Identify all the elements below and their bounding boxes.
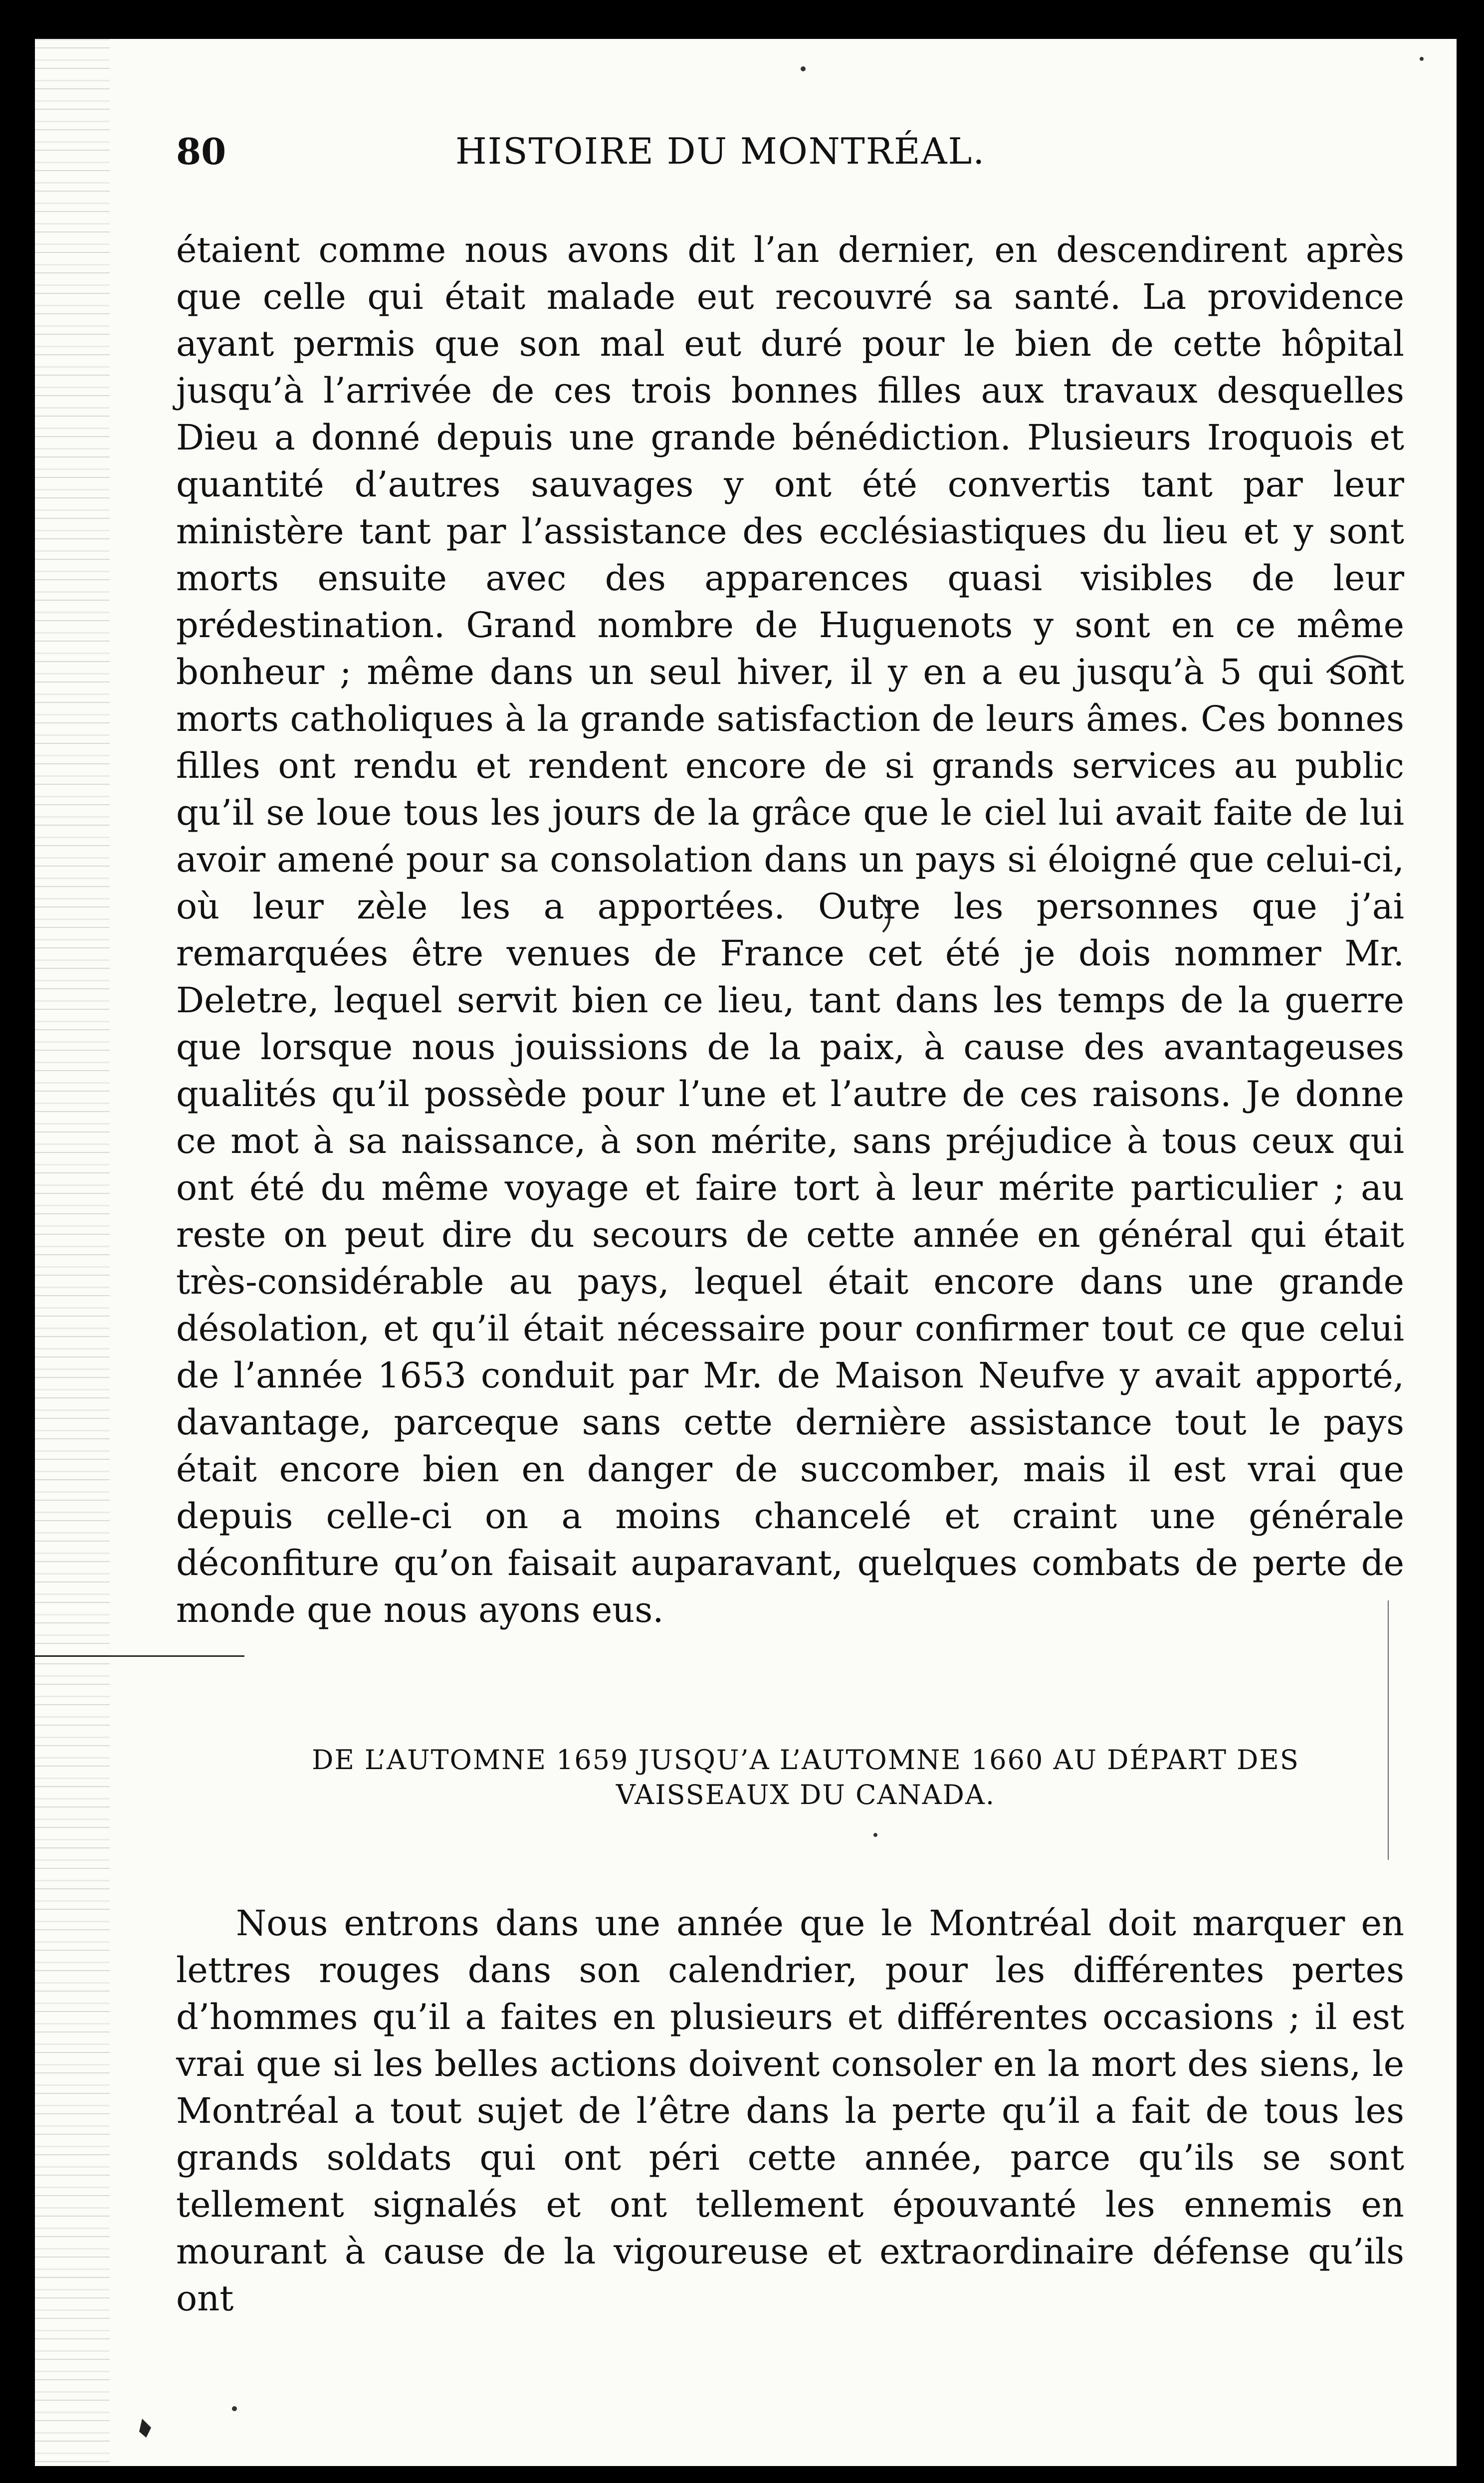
paragraph: Nous entrons dans une année que le Montréal doit marquer en lettres rouges dans son calendrier, pour les différentes pertes d’hommes qu’il a faites en plusieurs et différentes occasions ; il est vrai que si les belles actions doivent consoler en la mort des siens, le Montréal a tout sujet de l’être dans la perte qu’il a fait de tous les grands soldats qui ont péri cette année, parce qu’ils se sont tellement signalés et ont tellement épouvanté les ennemis en mourant à cause de la vigoureuse et extraordinaire défense qu’ils ont [176,1903,1404,2319]
scanned-page [35,39,1457,2466]
scan-specks [35,39,1457,2466]
page-number: 80 [176,130,226,173]
section-heading-line: DE L’AUTOMNE 1659 JUSQU’A L’AUTOMNE 1660 AU DÉPART DES [312,1744,1299,1776]
section-heading-line: VAISSEAUX DU CANADA. [616,1779,996,1810]
paragraph: étaient comme nous avons dit l’an dernier, en descendirent après que celle qui était malade eut recouvré sa santé. La providence ayant permis que son mal eut duré pour le bien de cette hôpital jusqu’à l’arrivée de ces trois bonnes filles aux travaux desquelles Dieu a donné depuis une grande bénédiction. Plusieurs Iroquois et quantité d’autres sauvages y ont été convertis tant par leur ministère tant par l’assistance des ecclésiastiques du lieu et y sont morts ensuite avec des apparences quasi visibles de leur prédestination. Grand nombre de Huguenots y sont en ce même bonheur ; même dans un seul hiver, il y en a eu jusqu’à 5 qui sont morts catholiques à la grande satisfaction de leurs âmes. Ces bonnes filles ont rendu et rendent encore de si grands services au public qu’il se loue tous les jours de la grâce que le ciel lui avait faite de lui avoir amené pour sa consolation dans un pays si éloigné que celui-ci, où leur zèle les a apportées. Outre les personnes que j’ai remarquées être venues de France cet été je dois nommer Mr. Deletre, lequel servit bien ce lieu, tant dans les temps de la guerre que lorsque nous jouissions de la paix, à cause des avantageuses qualités qu’il possède pour l’une et l’autre de ces raisons. Je donne ce mot à sa naissance, à son mérite, sans préjudice à tous ceux qui ont été du même voyage et faire tort à leur mérite particulier ; au reste on peut dire du secours de cette année en général qui était très-considérable au pays, lequel était encore dans une grande désolation, et qu’il était nécessaire pour confirmer tout ce que celui de l’année 1653 conduit par Mr. de Maison Neufve y avait apporté, davantage, parceque sans cette dernière assistance tout le pays était encore bien en danger de succomber, mais il est vrai que depuis celle-ci on a moins chancelé et craint une générale déconfiture qu’on faisait auparavant, quelques combats de perte de monde que nous ayons eus. [176,229,1404,1630]
running-title: HISTOIRE DU MONTRÉAL. [455,130,986,172]
